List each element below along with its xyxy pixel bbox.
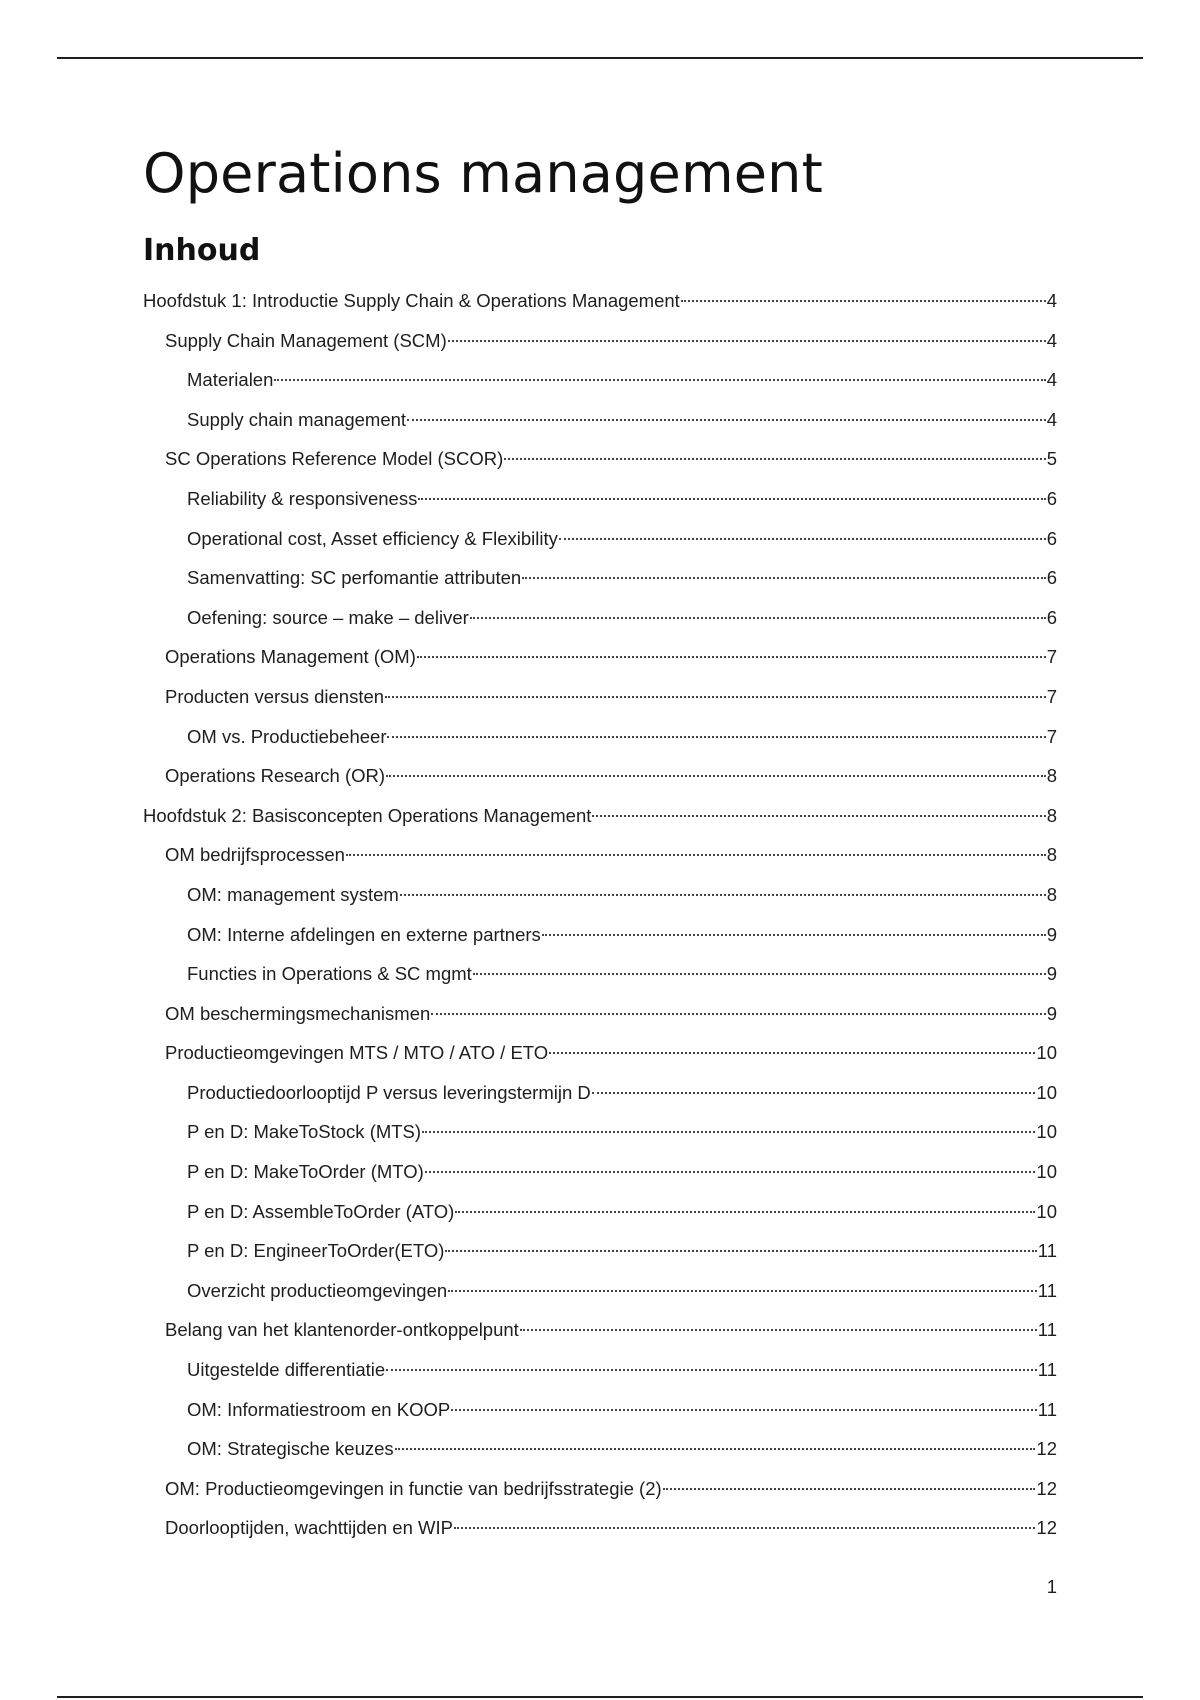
toc-entry[interactable]: [143, 717, 1057, 757]
toc-entry-label: SC Operations Reference Model (SCOR): [165, 448, 504, 470]
toc-entry-page: 12: [1036, 1438, 1057, 1460]
toc-entry-page: 7: [1046, 685, 1057, 707]
toc-entry-label: OM beschermingsmechanismen: [165, 1002, 431, 1024]
toc-entry[interactable]: [143, 875, 1057, 915]
toc-dot-leader: [400, 894, 1046, 896]
toc-entry[interactable]: [143, 1350, 1057, 1390]
toc-dot-leader: [445, 1250, 1036, 1252]
toc-entry-page: 8: [1046, 804, 1057, 826]
toc-entry-label: Oefening: source – make – deliver: [187, 606, 469, 628]
toc-dot-leader: [542, 934, 1046, 936]
toc-dot-leader: [448, 340, 1046, 342]
toc-entry-page: 4: [1046, 408, 1057, 430]
toc-entry-page: 11: [1037, 1279, 1057, 1301]
toc-dot-leader: [470, 617, 1046, 619]
toc-entry-label: Hoofdstuk 2: Basisconcepten Operations Management: [143, 804, 592, 826]
toc-entry[interactable]: [143, 954, 1057, 994]
toc-entry-label: OM: Strategische keuzes: [187, 1438, 394, 1460]
toc-entry-label: Operations Management (OM): [165, 646, 416, 668]
toc-dot-leader: [346, 854, 1046, 856]
toc-entry[interactable]: [143, 1231, 1057, 1271]
toc-entry-label: Doorlooptijden, wachttijden en WIP: [165, 1517, 453, 1539]
toc-entry[interactable]: [143, 1390, 1057, 1430]
toc-entry-label: OM bedrijfsprocessen: [165, 844, 345, 866]
toc-entry-page: 10: [1036, 1161, 1057, 1183]
toc-entry-label: Productieomgevingen MTS / MTO / ATO / ETO: [165, 1042, 549, 1064]
toc-dot-leader: [407, 419, 1046, 421]
toc-entry-label: Reliability & responsiveness: [187, 487, 418, 509]
toc-entry-page: 8: [1046, 883, 1057, 905]
toc-entry-label: OM: management system: [187, 883, 399, 905]
toc-entry[interactable]: [143, 598, 1057, 638]
toc-entry-page: 11: [1037, 1319, 1057, 1341]
toc-entry-label: P en D: EngineerToOrder(ETO): [187, 1240, 445, 1262]
toc-entry[interactable]: [143, 1429, 1057, 1469]
toc-dot-leader: [473, 973, 1046, 975]
toc-dot-leader: [455, 1211, 1035, 1213]
toc-dot-leader: [386, 775, 1046, 777]
toc-dot-leader: [549, 1052, 1035, 1054]
toc-dot-leader: [422, 1131, 1035, 1133]
toc-entry-label: Functies in Operations & SC mgmt: [187, 963, 472, 985]
toc-entry-page: 10: [1036, 1081, 1057, 1103]
toc-entry-page: 6: [1046, 606, 1057, 628]
toc-dot-leader: [504, 458, 1045, 460]
toc-entry[interactable]: [143, 637, 1057, 677]
toc-dot-leader: [454, 1527, 1035, 1529]
toc-entry[interactable]: [143, 1152, 1057, 1192]
toc-dot-leader: [592, 815, 1045, 817]
toc-entry-label: OM vs. Productiebeheer: [187, 725, 387, 747]
toc-entry[interactable]: [143, 321, 1057, 361]
table-of-contents: [143, 281, 1057, 1548]
toc-entry[interactable]: [143, 479, 1057, 519]
toc-entry-label: P en D: AssembleToOrder (ATO): [187, 1200, 455, 1222]
toc-entry[interactable]: [143, 915, 1057, 955]
toc-entry-page: 11: [1037, 1398, 1057, 1420]
toc-entry-label: Operational cost, Asset efficiency & Flexibility: [187, 527, 558, 549]
toc-dot-leader: [663, 1488, 1036, 1490]
toc-entry-page: 10: [1036, 1121, 1057, 1143]
toc-entry-label: Productiedoorlooptijd P versus leveringstermijn D: [187, 1081, 591, 1103]
toc-entry-page: 10: [1036, 1200, 1057, 1222]
toc-entry[interactable]: [143, 796, 1057, 836]
toc-entry[interactable]: [143, 677, 1057, 717]
toc-entry-page: 8: [1046, 765, 1057, 787]
toc-entry-label: P en D: MakeToStock (MTS): [187, 1121, 422, 1143]
toc-dot-leader: [417, 656, 1046, 658]
toc-dot-leader: [274, 379, 1045, 381]
toc-dot-leader: [451, 1409, 1037, 1411]
toc-entry[interactable]: [143, 1073, 1057, 1113]
toc-entry[interactable]: [143, 519, 1057, 559]
toc-dot-leader: [520, 1329, 1037, 1331]
toc-entry-page: 6: [1046, 567, 1057, 589]
toc-dot-leader: [592, 1092, 1036, 1094]
toc-entry[interactable]: [143, 1508, 1057, 1548]
toc-entry[interactable]: [143, 281, 1057, 321]
toc-entry[interactable]: [143, 1469, 1057, 1509]
toc-dot-leader: [431, 1013, 1045, 1015]
toc-entry-page: 5: [1046, 448, 1057, 470]
toc-entry[interactable]: [143, 1310, 1057, 1350]
toc-entry-page: 10: [1036, 1042, 1057, 1064]
toc-entry[interactable]: [143, 1271, 1057, 1311]
toc-entry-label: Operations Research (OR): [165, 765, 386, 787]
toc-entry-label: Samenvatting: SC perfomantie attributen: [187, 567, 522, 589]
toc-entry-label: Materialen: [187, 369, 274, 391]
toc-dot-leader: [386, 1369, 1037, 1371]
toc-dot-leader: [448, 1290, 1037, 1292]
toc-entry-label: Overzicht productieomgevingen: [187, 1279, 448, 1301]
footer-rule: [57, 1696, 1143, 1698]
toc-entry-page: 4: [1046, 329, 1057, 351]
toc-entry-label: OM: Productieomgevingen in functie van bedrijfsstrategie (2): [165, 1477, 662, 1499]
toc-dot-leader: [559, 538, 1046, 540]
toc-entry-page: 11: [1037, 1240, 1057, 1262]
toc-dot-leader: [418, 498, 1045, 500]
toc-entry[interactable]: [143, 756, 1057, 796]
toc-entry-page: 7: [1046, 725, 1057, 747]
toc-entry-label: Supply chain management: [187, 408, 407, 430]
toc-entry[interactable]: [143, 360, 1057, 400]
page-number: 1: [1046, 1576, 1057, 1597]
toc-entry-label: Uitgestelde differentiatie: [187, 1359, 386, 1381]
toc-entry-label: P en D: MakeToOrder (MTO): [187, 1161, 424, 1183]
toc-dot-leader: [385, 696, 1046, 698]
toc-entry-page: 9: [1046, 963, 1057, 985]
toc-entry-label: Supply Chain Management (SCM): [165, 329, 447, 351]
toc-entry-page: 6: [1046, 527, 1057, 549]
toc-entry[interactable]: [143, 1192, 1057, 1232]
toc-entry[interactable]: [143, 558, 1057, 598]
toc-entry-page: 9: [1046, 923, 1057, 945]
toc-entry-page: 9: [1046, 1002, 1057, 1024]
toc-dot-leader: [395, 1448, 1036, 1450]
toc-entry-page: 12: [1036, 1477, 1057, 1499]
toc-dot-leader: [387, 736, 1045, 738]
toc-entry-page: 6: [1046, 487, 1057, 509]
toc-entry-page: 11: [1037, 1359, 1057, 1381]
toc-dot-leader: [681, 300, 1046, 302]
toc-dot-leader: [522, 577, 1045, 579]
toc-entry-label: Belang van het klantenorder-ontkoppelpunt: [165, 1319, 519, 1341]
toc-entry[interactable]: [143, 400, 1057, 440]
toc-entry-page: 4: [1046, 290, 1057, 311]
toc-entry-label: OM: Interne afdelingen en externe partners: [187, 923, 541, 945]
toc-entry-page: 8: [1046, 844, 1057, 866]
toc-entry-label: Hoofdstuk 1: Introductie Supply Chain & Operations Management: [143, 290, 680, 311]
header-rule: [57, 57, 1143, 59]
toc-entry[interactable]: [143, 835, 1057, 875]
toc-entry[interactable]: [143, 439, 1057, 479]
toc-entry-page: 12: [1036, 1517, 1057, 1539]
toc-entry-page: 7: [1046, 646, 1057, 668]
toc-entry[interactable]: [143, 994, 1057, 1034]
toc-entry-label: OM: Informatiestroom en KOOP: [187, 1398, 451, 1420]
document-title: Operations management: [143, 142, 823, 205]
toc-entry[interactable]: [143, 1112, 1057, 1152]
toc-entry-page: 4: [1046, 369, 1057, 391]
toc-heading: Inhoud: [143, 233, 261, 268]
toc-dot-leader: [425, 1171, 1036, 1173]
toc-entry[interactable]: [143, 1033, 1057, 1073]
toc-entry-label: Producten versus diensten: [165, 685, 385, 707]
